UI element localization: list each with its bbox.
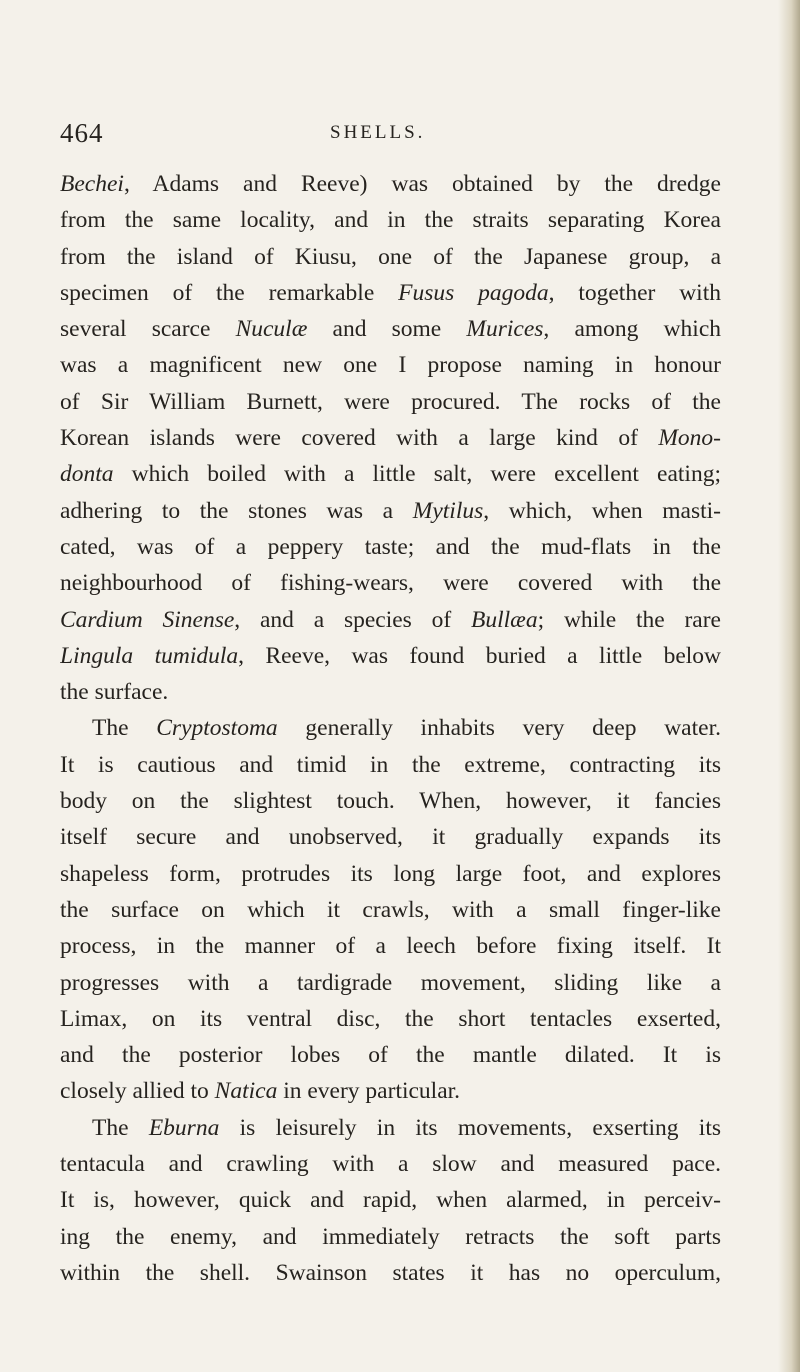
text-segment: cated, was of a peppery taste; and the mud-flats in the [60, 533, 721, 560]
text-segment: which boiled with a little salt, were excellent eating; [113, 461, 721, 488]
text-line [60, 384, 721, 420]
text-line [60, 239, 721, 275]
italic-term: Cryptostoma [156, 715, 278, 742]
text-line [60, 783, 721, 819]
text-segment: generally inhabits very deep water. [277, 715, 721, 742]
text-line [60, 1219, 721, 1255]
text-segment: from the island of Kiusu, one of the Japanese group, a [60, 243, 721, 270]
text-segment: The [92, 715, 157, 742]
text-segment: the surface. [60, 679, 169, 706]
page-edge-shadow [778, 0, 800, 1372]
text-segment: progresses with a tardigrade movement, sliding like a [60, 969, 721, 996]
text-segment: closely allied to [60, 1078, 215, 1105]
text-segment: of Sir William Burnett, were procured. The rocks of the [60, 388, 721, 415]
text-segment: and some [307, 316, 467, 343]
text-line [60, 892, 721, 928]
italic-term: Nuculæ [235, 316, 308, 343]
text-line [60, 1146, 721, 1182]
text-line [60, 565, 721, 601]
text-segment: the surface on which it crawls, with a small finger-like [60, 896, 721, 923]
text-segment: , and a species of [234, 606, 472, 633]
text-segment: Limax, on its ventral disc, the short tentacles exserted, [60, 1005, 721, 1032]
text-segment: is leisurely in its movements, exserting its [219, 1114, 721, 1141]
italic-term: Bechei [60, 171, 124, 197]
text-line [60, 1182, 721, 1218]
italic-term: Bullæa [471, 606, 538, 633]
text-segment: in every particular. [277, 1078, 461, 1105]
text-line [60, 602, 721, 638]
text-segment: from the same locality, and in the straits separating Korea [60, 207, 721, 234]
running-head: SHELLS. [330, 122, 426, 143]
text-line [60, 456, 721, 492]
italic-term: Lingula tumidula [60, 642, 239, 669]
text-line [60, 674, 721, 710]
text-segment: within the shell. Swainson states it has no operculum, [60, 1259, 721, 1286]
text-line [60, 1255, 721, 1291]
text-segment: tentacula and crawling with a slow and measured pace. [60, 1151, 721, 1178]
body-text [60, 166, 721, 1291]
text-segment: It is cautious and timid in the extreme, contracting its [60, 751, 721, 778]
text-line [60, 1073, 721, 1109]
text-segment: shapeless form, protrudes its long large foot, and explores [60, 860, 721, 887]
italic-term: Murices [466, 316, 544, 343]
text-line [60, 1037, 721, 1073]
italic-term: Mono- [658, 425, 721, 452]
italic-term: Eburna [148, 1114, 220, 1141]
text-segment: neighbourhood of fishing-wears, were covered with the [60, 570, 721, 597]
italic-term: Natica [214, 1078, 278, 1105]
text-line [60, 965, 721, 1001]
text-segment: ing the enemy, and immediately retracts the soft parts [60, 1223, 721, 1250]
page-number: 464 [60, 118, 104, 148]
text-line [60, 1001, 721, 1037]
text-segment: was a magnificent new one I propose naming in honour [60, 352, 721, 379]
text-segment: adhering to the stones was a [60, 497, 413, 524]
text-line [60, 493, 721, 529]
text-segment: , which, when masti- [483, 497, 721, 524]
page-header [60, 118, 720, 152]
italic-term: donta [60, 461, 114, 488]
text-line [60, 928, 721, 964]
text-line [60, 166, 721, 202]
text-segment: Korean islands were covered with a large kind of [60, 425, 659, 452]
text-line [60, 275, 721, 311]
text-line [60, 202, 721, 238]
text-segment: specimen of the remarkable [60, 279, 399, 306]
text-segment: itself secure and unobserved, it gradually expands its [60, 824, 721, 851]
text-line [60, 311, 721, 347]
text-segment: process, in the manner of a leech before fixing itself. It [60, 933, 721, 960]
text-segment: It is, however, quick and rapid, when alarmed, in perceiv- [60, 1187, 721, 1214]
italic-term: Mytilus [412, 497, 484, 524]
text-line [60, 347, 721, 383]
text-segment: , among which [543, 316, 721, 343]
italic-term: Cardium Sinense [60, 606, 235, 633]
text-line [60, 856, 721, 892]
text-segment: and the posterior lobes of the mantle dilated. It is [60, 1042, 721, 1069]
text-segment: , Reeve, was found buried a little below [238, 642, 721, 669]
italic-term: Fusus pagoda [398, 279, 549, 306]
text-segment: The [92, 1114, 149, 1141]
text-segment: body on the slightest touch. When, however, it fancies [60, 788, 721, 815]
text-line [60, 747, 721, 783]
text-segment: , together with [548, 279, 721, 306]
text-line [60, 638, 721, 674]
text-segment: , Adams and Reeve) was obtained by the dredge [123, 171, 721, 197]
text-line [60, 1110, 721, 1146]
text-line [60, 529, 721, 565]
text-line [60, 819, 721, 855]
text-segment: ; while the rare [537, 606, 721, 633]
text-segment: several scarce [60, 316, 236, 343]
text-line [60, 420, 721, 456]
text-line [60, 710, 721, 746]
